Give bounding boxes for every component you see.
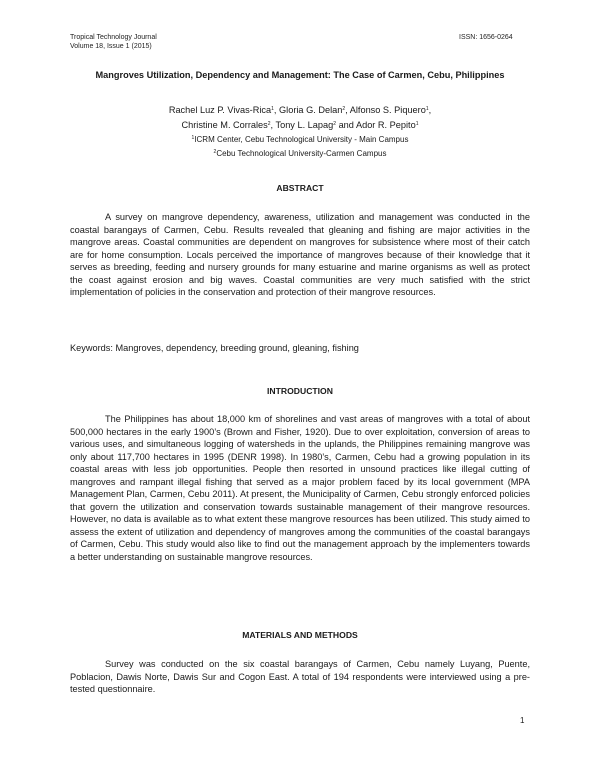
affiliation-mark: 2 [267, 121, 271, 127]
author-name: Ador R. Pepito [355, 120, 416, 130]
author-name: Gloria G. Delan [279, 105, 343, 115]
author-separator: , [345, 105, 350, 115]
author-block [70, 102, 530, 160]
affiliation-mark: 1 [425, 106, 429, 112]
affiliation-mark: 1 [191, 135, 195, 141]
affiliation-2 [70, 146, 530, 160]
affiliation-mark: 2 [333, 121, 337, 127]
affiliation-mark: 2 [342, 106, 346, 112]
author-name: Alfonso S. Piquero [349, 105, 426, 115]
abstract-text: A survey on mangrove dependency, awareness, utilization and management was conducted in the coastal barangays of Carmen, Cebu. Results revealed that gleaning and fishing are major activities in the mangrove areas. Coastal communities are dependent on mangroves for subsistence where most of their catch are for home consumption. Locals perceived the importance of mangroves because of their knowledge that it serves as breeding, feeding and nursery grounds for many estuarine and marine organisms as well as protect the coast against erosion and big waves. Coastal communities are very much satisfied with the strict implementation of policies in the conservation and protection of their mangrove resources. [70, 212, 530, 298]
methods-text: Survey was conducted on the six coastal barangays of Carmen, Cebu namely Luyang, Puente, Poblacion, Dawis Norte, Dawis Sur and Cogon East. A total of 194 respondents were interviewed using a pre-tested questionnaire. [70, 659, 530, 695]
header-journal-info [70, 33, 157, 51]
introduction-text: The Philippines has about 18,000 km of shorelines and vast areas of mangroves with a total of about 500,000 hectares in the early 1900’s (Brown and Fisher, 1920). Due to over exploitation, conversion of areas to various uses, and simultaneous logging of watersheds in the uplands, the Philippines remaining mangrove was only about 117,700 hectares in 1995 (DENR 1998). In 1980’s, Carmen, Cebu had a growing population in its coastal areas with less job opportunities. People then resorted in unsound practices like illegal cutting of mangroves and rampant illegal fishing that served as a major problem faced by its local government (MPA Management Plan, Carmen, Cebu 2011). At present, the Municipality of Carmen, Cebu strongly enforced policies that govern the utilization and conservation towards sustainable management of their mangrove resources. However, no data is available as to what extent these mangrove resources has been utilized. This study aimed to assess the extent of utilization and dependency of mangroves among the communities of the coastal barangays of Carmen, Cebu. This study would also like to find out the management approach by the implementers towards a better understanding on sustainable mangrove resources. [70, 414, 530, 563]
affiliation-text: Cebu Technological University-Carmen Campus [216, 149, 387, 158]
author-name: Tony L. Lapag [275, 120, 334, 130]
author-name: Christine M. Corrales [181, 120, 268, 130]
author-separator: , [273, 105, 280, 115]
author-separator: and [336, 120, 356, 130]
author-separator: , [270, 120, 276, 130]
affiliation-mark: 1 [415, 121, 419, 127]
paper-title: Mangroves Utilization, Dependency and Management: The Case of Carmen, Cebu, Philippines [95, 70, 505, 80]
author-line-1 [70, 102, 530, 117]
page-number: 1 [520, 716, 525, 725]
methods-heading: MATERIALS AND METHODS [242, 630, 358, 640]
affiliation-1 [70, 132, 530, 146]
affiliation-mark: 1 [271, 106, 274, 112]
affiliation-text: ICRM Center, Cebu Technological University - Main Campus [194, 135, 409, 144]
author-name: Rachel Luz P. Vivas-Rica [168, 105, 272, 115]
introduction-heading: INTRODUCTION [267, 386, 333, 396]
keywords: Keywords: Mangroves, dependency, breeding ground, gleaning, fishing [70, 343, 359, 353]
journal-name: Tropical Technology Journal [70, 34, 157, 41]
journal-volume: Volume 18, Issue 1 (2015) [70, 43, 152, 50]
abstract-heading: ABSTRACT [276, 183, 324, 193]
author-line-2 [70, 117, 530, 132]
journal-issn: ISSN: 1656-0264 [459, 34, 513, 41]
affiliation-mark: 2 [213, 149, 217, 155]
author-separator: , [428, 105, 432, 115]
